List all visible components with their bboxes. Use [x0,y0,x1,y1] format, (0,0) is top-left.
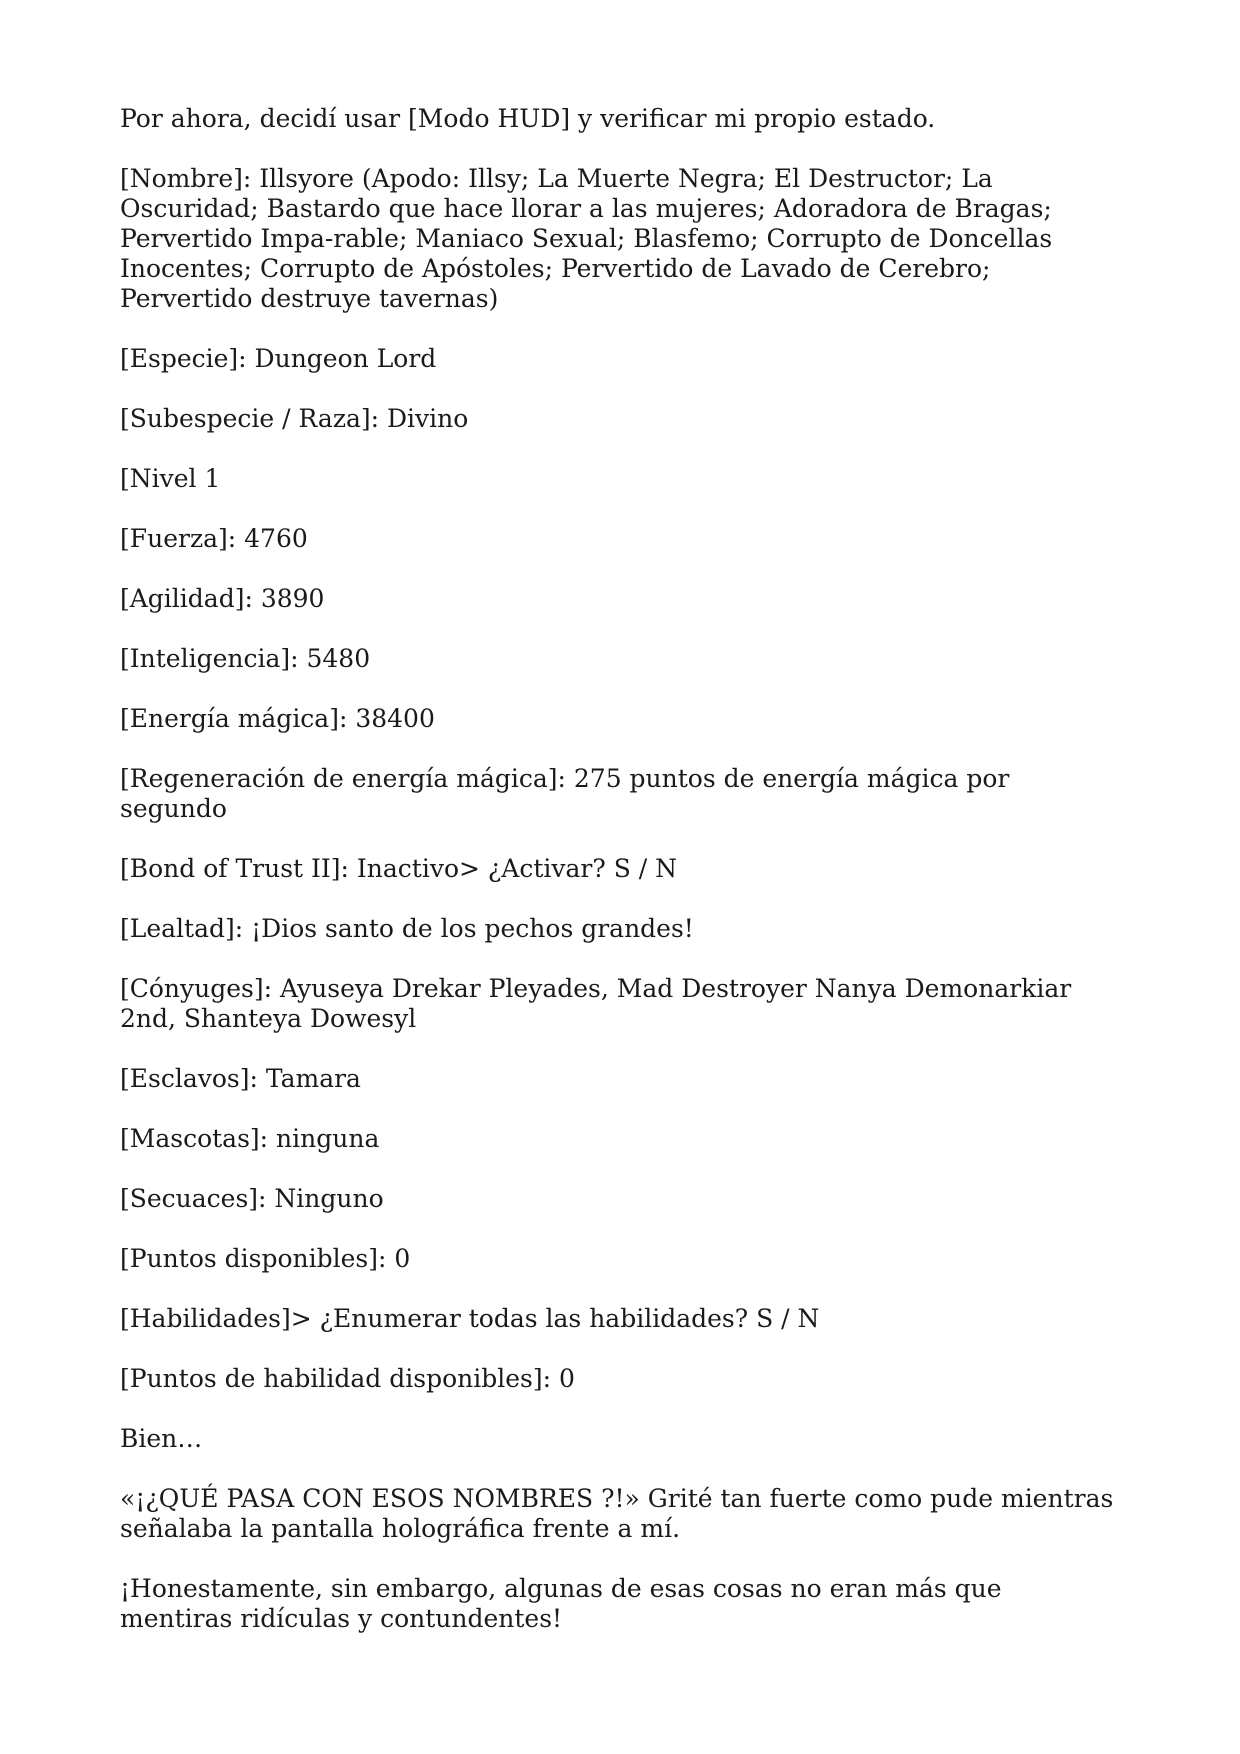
stat-nivel: [Nivel 1 [120,464,221,493]
stat-agilidad: [Agilidad]: 3890 [120,584,325,613]
stat-regeneracion: [Regeneración de energía mágica]: 275 puntos de energía mágica por segundo [120,764,1010,823]
stat-conyuges: [Cónyuges]: Ayuseya Drekar Pleyades, Mad Destroyer Nanya Demonarkiar 2nd, Shanteya Dowesyl [120,974,1072,1033]
stat-especie: [Especie]: Dungeon Lord [120,344,437,373]
stat-mascotas: [Mascotas]: ninguna [120,1124,380,1153]
stat-esclavos: [Esclavos]: Tamara [120,1064,361,1093]
stat-puntos-disponibles: [Puntos disponibles]: 0 [120,1244,411,1273]
stat-habilidades: [Habilidades]> ¿Enumerar todas las habilidades? S / N [120,1304,820,1333]
stat-subespecie: [Subespecie / Raza]: Divino [120,404,469,433]
paragraph-intro: Por ahora, decidí usar [Modo HUD] y verificar mi propio estado. [120,104,936,133]
stat-secuaces: [Secuaces]: Ninguno [120,1184,384,1213]
paragraph-honestamente: ¡Honestamente, sin embargo, algunas de esas cosas no eran más que mentiras ridículas y contundentes! [120,1574,1002,1633]
stat-lealtad: [Lealtad]: ¡Dios santo de los pechos grandes! [120,914,694,943]
stat-energia-magica: [Energía mágica]: 38400 [120,704,435,733]
stat-fuerza: [Fuerza]: 4760 [120,524,308,553]
paragraph-grito: «¡¿QUÉ PASA CON ESOS NOMBRES ?!» Grité tan fuerte como pude mientras señalaba la pantalla holográfica frente a mí. [120,1484,1114,1543]
stat-puntos-habilidad: [Puntos de habilidad disponibles]: 0 [120,1364,575,1393]
document-page [120,104,1120,1664]
stat-nombre: [Nombre]: Illsyore (Apodo: Illsy; La Muerte Negra; El Destructor; La Oscuridad; Bastardo que hace llorar a las mujeres; Adoradora de Bragas; Pervertido Impa-rable; Maniaco Sexual; Blasfemo; Corrupto de Doncellas Inocentes; Corrupto de Apóstoles; Pervertido de Lavado de Cerebro; Pervertido destruye tavernas) [120,164,1053,313]
stat-inteligencia: [Inteligencia]: 5480 [120,644,371,673]
stat-bond-of-trust: [Bond of Trust II]: Inactivo> ¿Activar? S / N [120,854,678,883]
paragraph-bien: Bien… [120,1424,203,1453]
